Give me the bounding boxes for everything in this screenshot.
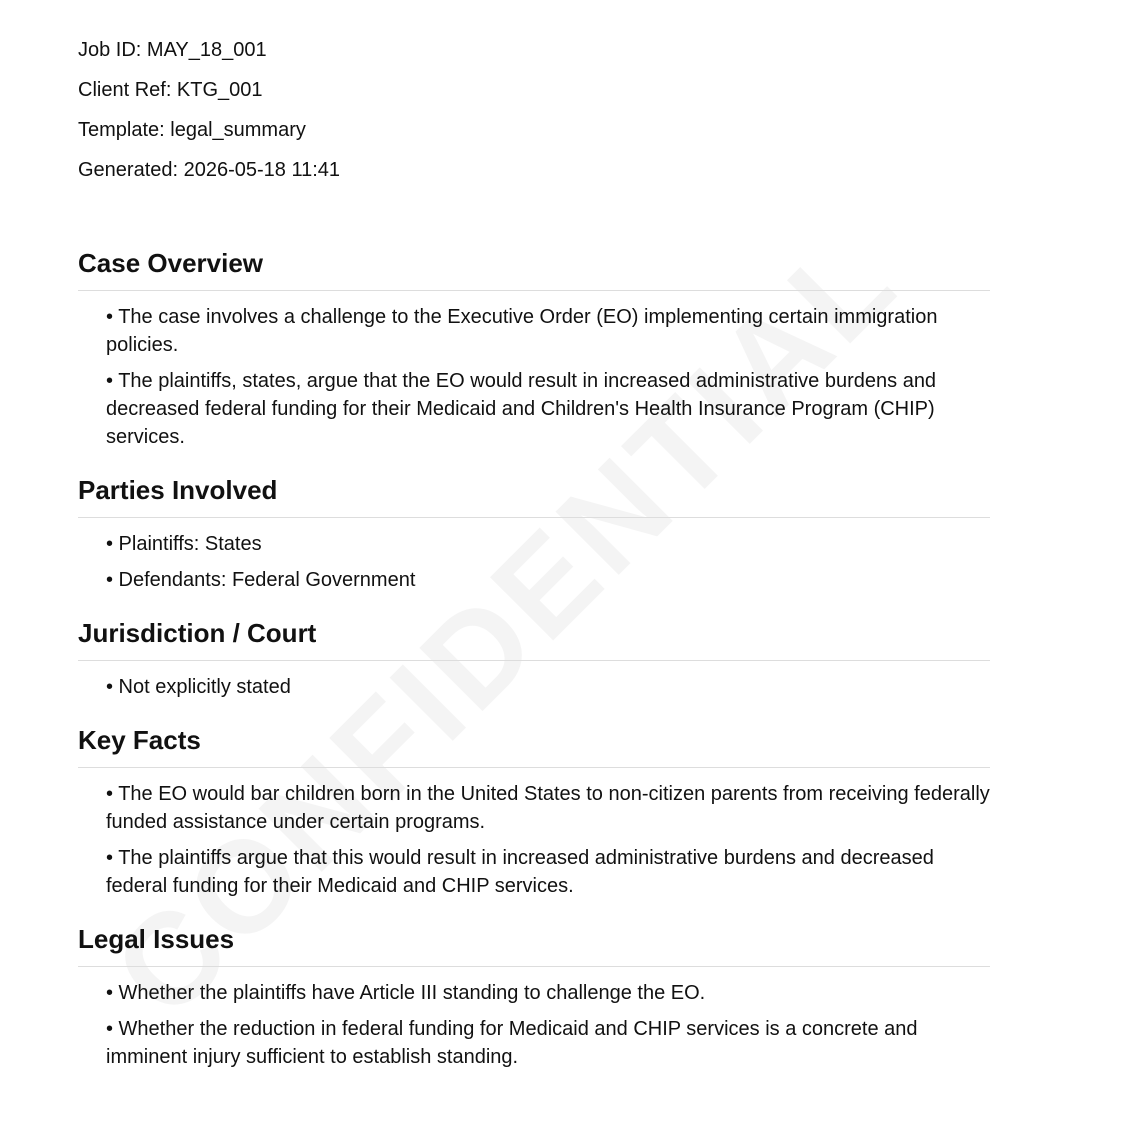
bullet-list (78, 967, 990, 1071)
section-parties-involved (78, 473, 990, 594)
section-case-overview (78, 246, 990, 451)
list-item: • Not explicitly stated (106, 676, 291, 698)
section-key-facts (78, 723, 990, 900)
bullet-list (78, 291, 990, 451)
template-name: Template: legal_summary (78, 119, 306, 141)
document-page (78, 0, 990, 1093)
section-heading: Legal Issues (78, 922, 990, 967)
bullet-list (78, 768, 990, 900)
bullet-list (78, 518, 990, 594)
job-id: Job ID: MAY_18_001 (78, 39, 267, 61)
section-heading: Jurisdiction / Court (78, 616, 990, 661)
client-ref: Client Ref: KTG_001 (78, 79, 263, 101)
list-item: • The EO would bar children born in the United States to non-citizen parents from receiving federally funded assistance under certain programs. (106, 783, 990, 833)
section-heading: Parties Involved (78, 473, 990, 518)
section-heading: Key Facts (78, 723, 990, 768)
bullet-list (78, 661, 990, 701)
section-legal-issues (78, 922, 990, 1071)
section-heading: Case Overview (78, 246, 990, 291)
section-jurisdiction-court (78, 616, 990, 701)
document-metadata (78, 30, 990, 190)
list-item: • Whether the reduction in federal funding for Medicaid and CHIP services is a concrete and imminent injury sufficient to establish standing. (106, 1018, 918, 1068)
list-item: • Defendants: Federal Government (106, 569, 416, 591)
list-item: • Plaintiffs: States (106, 533, 262, 555)
list-item: • The plaintiffs argue that this would result in increased administrative burdens and decreased federal funding for their Medicaid and CHIP services. (106, 847, 934, 897)
list-item: • The plaintiffs, states, argue that the EO would result in increased administrative burdens and decreased federal funding for their Medicaid and Children's Health Insurance Program (CHIP) services. (106, 370, 937, 448)
list-item: • The case involves a challenge to the Executive Order (EO) implementing certain immigration policies. (106, 306, 938, 356)
generated-timestamp: Generated: 2026-05-18 11:41 (78, 159, 341, 181)
list-item: • Whether the plaintiffs have Article III standing to challenge the EO. (106, 982, 706, 1004)
summary-sections (78, 246, 990, 1071)
